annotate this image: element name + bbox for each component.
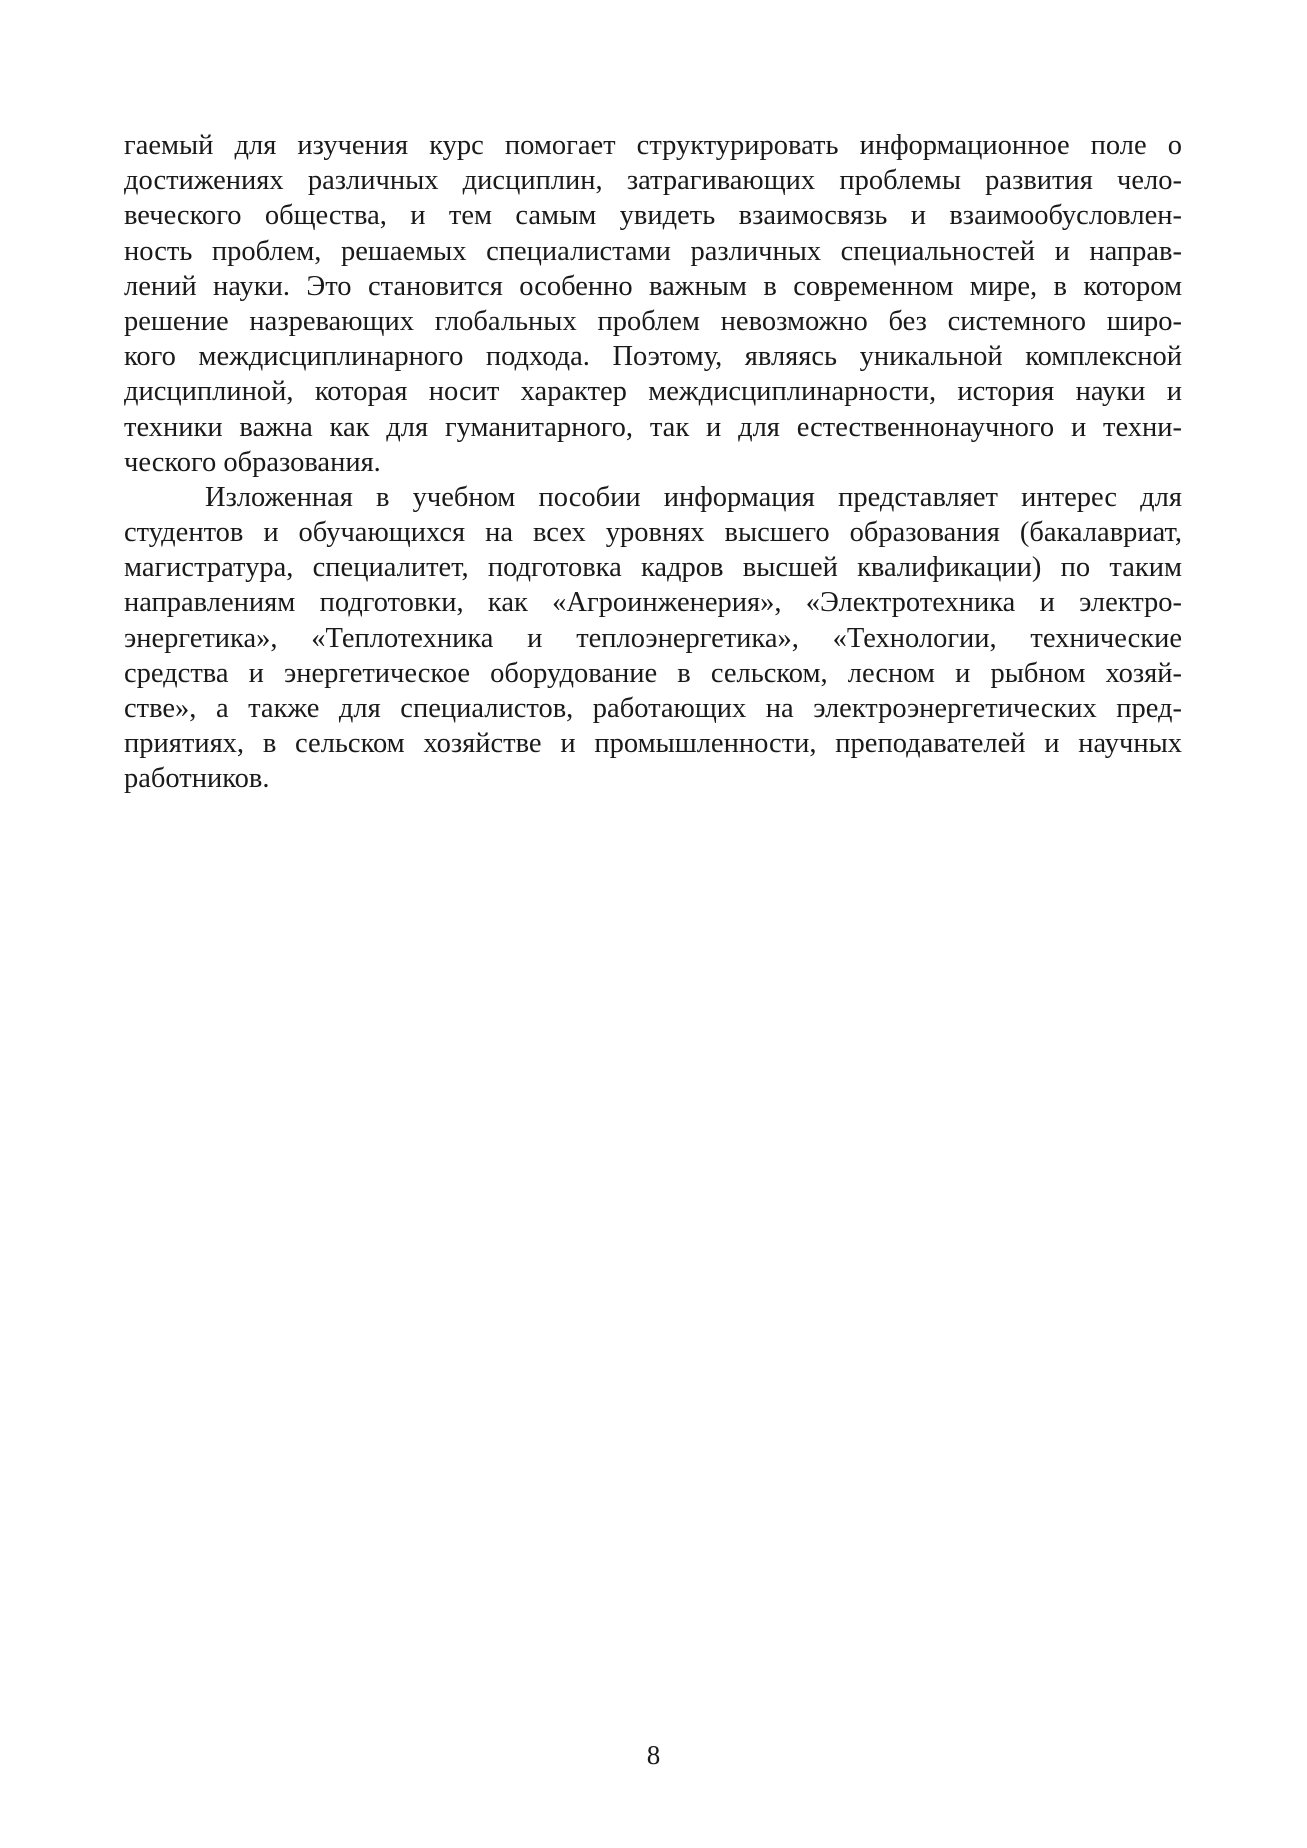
text-line: приятиях, в сельском хозяйстве и промышленности, преподавателей и научных: [124, 728, 1182, 760]
text-line: средства и энергетическое оборудование в сельском, лесном и рыбном хозяй-: [124, 657, 1182, 689]
text-line: лений науки. Это становится особенно важным в современном мире, в котором: [124, 270, 1182, 302]
text-line: решение назревающих глобальных проблем невозможно без системного широ-: [124, 305, 1182, 337]
text-line: техники важна как для гуманитарного, так и для естественнонаучного и техни-: [124, 411, 1182, 443]
text-line: гаемый для изучения курс помогает структурировать информационное поле о: [124, 130, 1182, 161]
paragraph-1: [124, 128, 1182, 480]
text-line: дисциплиной, которая носит характер междисциплинарности, история науки и: [124, 376, 1182, 408]
text-line: энергетика», «Теплотехника и теплоэнергетика», «Технологии, технические: [124, 622, 1182, 654]
text-line: веческого общества, и тем самым увидеть взаимосвязь и взаимообусловлен-: [124, 200, 1182, 232]
text-line: магистратура, специалитет, подготовка кадров высшей квалификации) по таким: [124, 552, 1182, 584]
text-line: ность проблем, решаемых специалистами различных специальностей и направ-: [124, 235, 1182, 267]
text-line: работников.: [124, 763, 270, 795]
text-line: Изложенная в учебном пособии информация представляет интерес для: [205, 481, 1182, 513]
paragraph-2: [124, 480, 1182, 797]
text-line: направлениям подготовки, как «Агроинженерия», «Электротехника и электро-: [124, 587, 1182, 619]
text-line: студентов и обучающихся на всех уровнях высшего образования (бакалавриат,: [124, 517, 1182, 549]
text-line: стве», а также для специалистов, работающих на электроэнергетических пред-: [124, 693, 1182, 724]
text-line: достижениях различных дисциплин, затрагивающих проблемы развития чело-: [124, 165, 1182, 197]
text-line: кого междисциплинарного подхода. Поэтому, являясь уникальной комплексной: [124, 341, 1182, 373]
body-text: [124, 128, 1182, 797]
text-line: ческого образования.: [124, 446, 381, 478]
page-number: 8: [646, 1740, 661, 1770]
